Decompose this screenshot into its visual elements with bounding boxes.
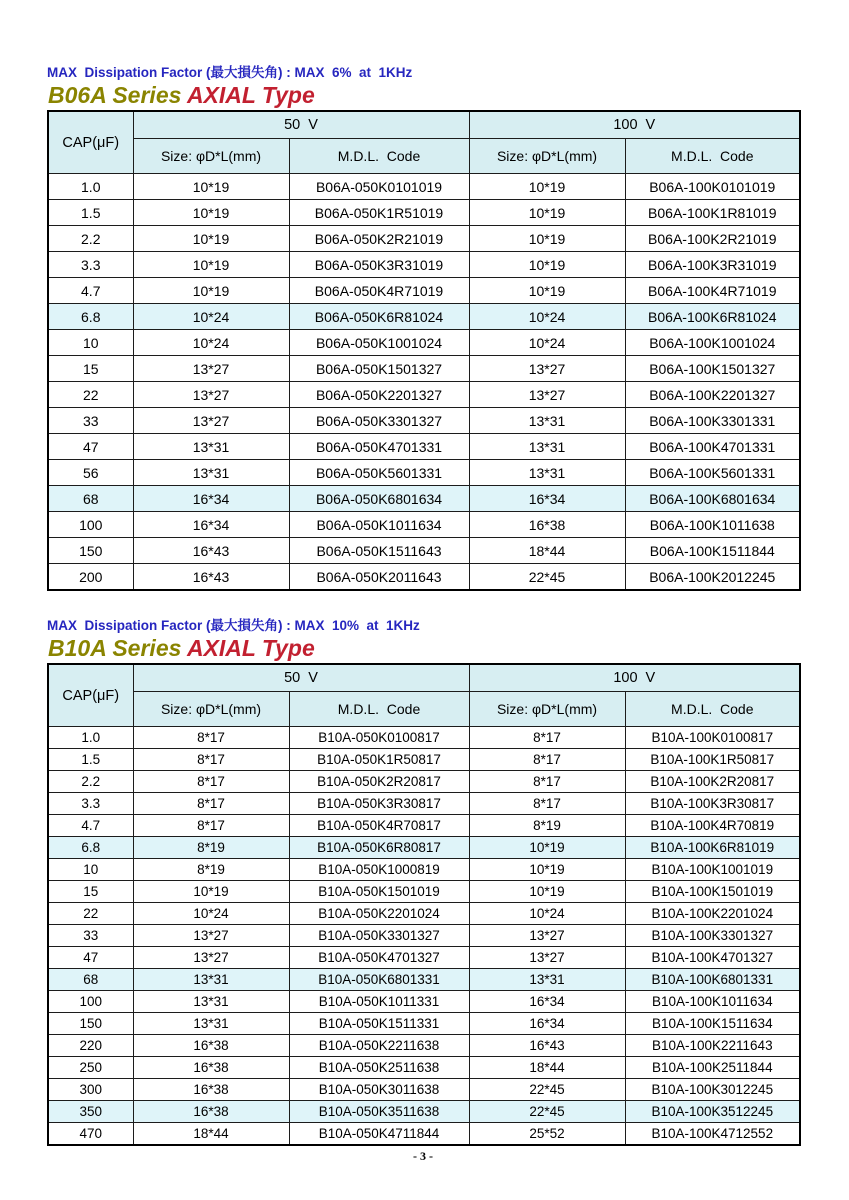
cap-cell: 150: [48, 1013, 133, 1035]
cap-cell: 47: [48, 947, 133, 969]
cap-cell: 3.3: [48, 252, 133, 278]
mdl-code-cell-100v: B10A-100K4701327: [625, 947, 800, 969]
mdl-code-cell-100v: B10A-100K3R30817: [625, 793, 800, 815]
size-cell-50v: 13*27: [133, 356, 289, 382]
size-cell-100v: 16*43: [469, 1035, 625, 1057]
cap-cell: 15: [48, 356, 133, 382]
size-cell-50v: 10*19: [133, 881, 289, 903]
size-cell-100v: 10*19: [469, 859, 625, 881]
size-cell-100v: 10*24: [469, 330, 625, 356]
voltage-header-row: [48, 664, 800, 692]
mdl-code-cell-100v: B06A-100K1001024: [625, 330, 800, 356]
size-cell-50v: 16*43: [133, 538, 289, 564]
mdl-code-cell-50v: B06A-050K3301327: [289, 408, 469, 434]
mdl-code-cell-50v: B06A-050K2R21019: [289, 226, 469, 252]
mdl-code-column-header-50v: M.D.L. Code: [289, 139, 469, 174]
b06a-table-header: [48, 111, 800, 174]
size-cell-50v: 8*17: [133, 727, 289, 749]
mdl-code-cell-50v: B06A-050K4R71019: [289, 278, 469, 304]
table-row: [48, 1013, 800, 1035]
mdl-code-cell-100v: B06A-100K1011638: [625, 512, 800, 538]
size-cell-100v: 10*19: [469, 174, 625, 200]
size-cell-100v: 16*34: [469, 1013, 625, 1035]
table-row: [48, 1057, 800, 1079]
cap-column-header: CAP(μF): [48, 111, 133, 174]
size-cell-50v: 13*27: [133, 947, 289, 969]
b10a-table-body: [48, 727, 800, 1146]
mdl-code-cell-50v: B06A-050K4701331: [289, 434, 469, 460]
size-cell-50v: 10*24: [133, 330, 289, 356]
mdl-code-cell-50v: B10A-050K6801331: [289, 969, 469, 991]
mdl-code-cell-100v: B06A-100K5601331: [625, 460, 800, 486]
table-row: [48, 749, 800, 771]
size-cell-50v: 8*19: [133, 837, 289, 859]
cap-cell: 47: [48, 434, 133, 460]
b06a-table-body: [48, 174, 800, 591]
table-row: [48, 991, 800, 1013]
table-row: [48, 460, 800, 486]
size-cell-100v: 8*17: [469, 727, 625, 749]
size-cell-100v: 13*27: [469, 356, 625, 382]
mdl-code-cell-50v: B10A-050K2211638: [289, 1035, 469, 1057]
size-cell-50v: 8*17: [133, 771, 289, 793]
cap-cell: 2.2: [48, 771, 133, 793]
size-cell-100v: 22*45: [469, 1101, 625, 1123]
size-column-header-50v: Size: φD*L(mm): [133, 139, 289, 174]
cap-cell: 100: [48, 991, 133, 1013]
size-cell-100v: 10*19: [469, 252, 625, 278]
table-row: [48, 815, 800, 837]
cap-cell: 22: [48, 382, 133, 408]
cap-cell: 15: [48, 881, 133, 903]
section-b06a: [47, 64, 802, 591]
cap-cell: 200: [48, 564, 133, 591]
mdl-code-cell-50v: B06A-050K5601331: [289, 460, 469, 486]
cap-cell: 33: [48, 925, 133, 947]
cap-cell: 4.7: [48, 815, 133, 837]
mdl-code-cell-100v: B10A-100K6R81019: [625, 837, 800, 859]
sub-header-row: [48, 139, 800, 174]
size-cell-100v: 13*27: [469, 925, 625, 947]
size-cell-50v: 8*17: [133, 749, 289, 771]
axial-type-label-b10a: AXIAL Type: [186, 635, 315, 661]
size-cell-50v: 16*38: [133, 1035, 289, 1057]
mdl-code-cell-100v: B10A-100K1001019: [625, 859, 800, 881]
cap-cell: 250: [48, 1057, 133, 1079]
size-cell-100v: 10*19: [469, 200, 625, 226]
size-cell-100v: 10*19: [469, 881, 625, 903]
voltage-50v-header: 50 V: [133, 111, 469, 139]
mdl-code-cell-100v: B06A-100K1511844: [625, 538, 800, 564]
mdl-code-cell-50v: B06A-050K2011643: [289, 564, 469, 591]
mdl-code-cell-100v: B06A-100K3R31019: [625, 252, 800, 278]
section-b10a: [47, 617, 802, 1146]
mdl-code-column-header-100v: M.D.L. Code: [625, 139, 800, 174]
size-cell-50v: 16*38: [133, 1101, 289, 1123]
mdl-code-cell-100v: B10A-100K4712552: [625, 1123, 800, 1146]
mdl-code-cell-100v: B06A-100K2201327: [625, 382, 800, 408]
mdl-code-cell-50v: B10A-050K4R70817: [289, 815, 469, 837]
cap-cell: 4.7: [48, 278, 133, 304]
mdl-code-cell-50v: B10A-050K1511331: [289, 1013, 469, 1035]
axial-type-label-b06a: AXIAL Type: [186, 82, 315, 108]
mdl-code-cell-50v: B06A-050K1011634: [289, 512, 469, 538]
mdl-code-cell-100v: B10A-100K2R20817: [625, 771, 800, 793]
table-row: [48, 434, 800, 460]
table-row-highlighted: [48, 837, 800, 859]
cap-cell: 10: [48, 859, 133, 881]
size-cell-50v: 10*19: [133, 200, 289, 226]
mdl-code-cell-100v: B10A-100K4R70819: [625, 815, 800, 837]
table-row: [48, 793, 800, 815]
size-cell-100v: 10*19: [469, 278, 625, 304]
size-cell-50v: 10*19: [133, 278, 289, 304]
mdl-code-cell-100v: B06A-100K2012245: [625, 564, 800, 591]
mdl-code-cell-50v: B10A-050K4701327: [289, 947, 469, 969]
mdl-code-cell-100v: B10A-100K1011634: [625, 991, 800, 1013]
mdl-code-cell-50v: B06A-050K6801634: [289, 486, 469, 512]
cap-cell: 1.0: [48, 727, 133, 749]
table-row-highlighted: [48, 486, 800, 512]
section-title-b06a: [48, 82, 802, 108]
table-row: [48, 727, 800, 749]
size-cell-50v: 10*24: [133, 903, 289, 925]
table-row: [48, 947, 800, 969]
size-cell-50v: 16*34: [133, 512, 289, 538]
cap-cell: 6.8: [48, 837, 133, 859]
cap-cell: 1.5: [48, 749, 133, 771]
cap-cell: 2.2: [48, 226, 133, 252]
mdl-code-cell-50v: B10A-050K6R80817: [289, 837, 469, 859]
size-column-header-100v: Size: φD*L(mm): [469, 692, 625, 727]
size-cell-100v: 22*45: [469, 564, 625, 591]
mdl-code-cell-100v: B10A-100K3301327: [625, 925, 800, 947]
table-row: [48, 1079, 800, 1101]
size-cell-100v: 8*19: [469, 815, 625, 837]
cap-cell: 150: [48, 538, 133, 564]
cap-cell: 470: [48, 1123, 133, 1146]
size-cell-50v: 10*19: [133, 226, 289, 252]
mdl-code-cell-50v: B06A-050K6R81024: [289, 304, 469, 330]
table-row-highlighted: [48, 969, 800, 991]
mdl-code-cell-100v: B10A-100K2211643: [625, 1035, 800, 1057]
table-row: [48, 512, 800, 538]
size-cell-100v: 13*31: [469, 460, 625, 486]
mdl-code-cell-50v: B06A-050K0101019: [289, 174, 469, 200]
b10a-spec-table: [47, 663, 801, 1146]
sub-header-row: [48, 692, 800, 727]
table-row: [48, 859, 800, 881]
size-cell-50v: 13*31: [133, 460, 289, 486]
mdl-code-cell-50v: B06A-050K3R31019: [289, 252, 469, 278]
table-row: [48, 881, 800, 903]
mdl-code-cell-100v: B10A-100K3512245: [625, 1101, 800, 1123]
series-name-b06a: B06A Series: [48, 82, 187, 108]
size-cell-100v: 13*31: [469, 969, 625, 991]
cap-cell: 56: [48, 460, 133, 486]
size-column-header-50v: Size: φD*L(mm): [133, 692, 289, 727]
size-cell-100v: 10*19: [469, 837, 625, 859]
mdl-code-cell-100v: B10A-100K1511634: [625, 1013, 800, 1035]
mdl-code-cell-100v: B06A-100K3301331: [625, 408, 800, 434]
cap-cell: 1.5: [48, 200, 133, 226]
size-cell-100v: 22*45: [469, 1079, 625, 1101]
size-cell-50v: 10*19: [133, 252, 289, 278]
mdl-code-cell-50v: B10A-050K2R20817: [289, 771, 469, 793]
mdl-code-cell-100v: B06A-100K2R21019: [625, 226, 800, 252]
b10a-table-header: [48, 664, 800, 727]
size-cell-50v: 13*31: [133, 1013, 289, 1035]
mdl-code-cell-50v: B10A-050K1000819: [289, 859, 469, 881]
size-cell-100v: 13*27: [469, 382, 625, 408]
table-row-highlighted: [48, 304, 800, 330]
cap-cell: 33: [48, 408, 133, 434]
size-cell-50v: 13*27: [133, 408, 289, 434]
table-row: [48, 1035, 800, 1057]
cap-cell: 6.8: [48, 304, 133, 330]
cap-cell: 3.3: [48, 793, 133, 815]
cap-cell: 1.0: [48, 174, 133, 200]
size-cell-50v: 13*31: [133, 434, 289, 460]
mdl-code-cell-100v: B10A-100K1R50817: [625, 749, 800, 771]
mdl-code-column-header-100v: M.D.L. Code: [625, 692, 800, 727]
mdl-code-cell-50v: B10A-050K3301327: [289, 925, 469, 947]
table-row: [48, 226, 800, 252]
size-cell-50v: 16*34: [133, 486, 289, 512]
cap-column-header: CAP(μF): [48, 664, 133, 727]
size-cell-100v: 10*24: [469, 304, 625, 330]
mdl-code-column-header-50v: M.D.L. Code: [289, 692, 469, 727]
size-cell-50v: 13*27: [133, 382, 289, 408]
size-cell-100v: 8*17: [469, 793, 625, 815]
table-row: [48, 903, 800, 925]
mdl-code-cell-100v: B06A-100K6R81024: [625, 304, 800, 330]
size-cell-50v: 13*31: [133, 991, 289, 1013]
table-row: [48, 771, 800, 793]
size-cell-100v: 8*17: [469, 749, 625, 771]
mdl-code-cell-50v: B10A-050K3R30817: [289, 793, 469, 815]
mdl-code-cell-100v: B06A-100K4701331: [625, 434, 800, 460]
cap-cell: 68: [48, 486, 133, 512]
mdl-code-cell-100v: B10A-100K2511844: [625, 1057, 800, 1079]
table-row: [48, 200, 800, 226]
mdl-code-cell-50v: B10A-050K2201024: [289, 903, 469, 925]
mdl-code-cell-50v: B10A-050K2511638: [289, 1057, 469, 1079]
page-number: - 3 -: [413, 1149, 433, 1163]
mdl-code-cell-100v: B10A-100K0100817: [625, 727, 800, 749]
size-cell-100v: 10*19: [469, 226, 625, 252]
mdl-code-cell-50v: B10A-050K1011331: [289, 991, 469, 1013]
size-cell-50v: 10*19: [133, 174, 289, 200]
dissipation-factor-line-b10a: MAX Dissipation Factor (最大損失角) : MAX 10% at 1KHz: [47, 618, 420, 633]
table-row: [48, 382, 800, 408]
size-cell-50v: 16*38: [133, 1079, 289, 1101]
size-cell-100v: 13*27: [469, 947, 625, 969]
table-row: [48, 330, 800, 356]
size-cell-50v: 8*17: [133, 815, 289, 837]
mdl-code-cell-50v: B10A-050K1R50817: [289, 749, 469, 771]
table-row: [48, 925, 800, 947]
table-row: [48, 252, 800, 278]
voltage-100v-header: 100 V: [469, 111, 800, 139]
mdl-code-cell-50v: B10A-050K3511638: [289, 1101, 469, 1123]
size-cell-100v: 18*44: [469, 1057, 625, 1079]
cap-cell: 68: [48, 969, 133, 991]
mdl-code-cell-100v: B10A-100K1501019: [625, 881, 800, 903]
size-cell-100v: 25*52: [469, 1123, 625, 1146]
size-cell-50v: 16*38: [133, 1057, 289, 1079]
size-cell-100v: 10*24: [469, 903, 625, 925]
size-cell-100v: 13*31: [469, 434, 625, 460]
series-name-b10a: B10A Series: [48, 635, 187, 661]
voltage-100v-header: 100 V: [469, 664, 800, 692]
cap-cell: 350: [48, 1101, 133, 1123]
mdl-code-cell-100v: B10A-100K2201024: [625, 903, 800, 925]
size-cell-100v: 18*44: [469, 538, 625, 564]
cap-cell: 100: [48, 512, 133, 538]
size-cell-50v: 13*31: [133, 969, 289, 991]
table-row: [48, 278, 800, 304]
size-cell-100v: 13*31: [469, 408, 625, 434]
voltage-50v-header: 50 V: [133, 664, 469, 692]
size-cell-50v: 13*27: [133, 925, 289, 947]
table-row: [48, 174, 800, 200]
mdl-code-cell-50v: B10A-050K1501019: [289, 881, 469, 903]
size-cell-100v: 8*17: [469, 771, 625, 793]
table-row: [48, 356, 800, 382]
table-row-highlighted: [48, 1101, 800, 1123]
table-row: [48, 564, 800, 591]
mdl-code-cell-50v: B06A-050K2201327: [289, 382, 469, 408]
mdl-code-cell-50v: B06A-050K1501327: [289, 356, 469, 382]
mdl-code-cell-50v: B10A-050K0100817: [289, 727, 469, 749]
cap-cell: 300: [48, 1079, 133, 1101]
size-cell-100v: 16*34: [469, 486, 625, 512]
mdl-code-cell-100v: B06A-100K1R81019: [625, 200, 800, 226]
size-column-header-100v: Size: φD*L(mm): [469, 139, 625, 174]
mdl-code-cell-100v: B10A-100K3012245: [625, 1079, 800, 1101]
cap-cell: 22: [48, 903, 133, 925]
table-row: [48, 408, 800, 434]
size-cell-50v: 10*24: [133, 304, 289, 330]
mdl-code-cell-50v: B10A-050K4711844: [289, 1123, 469, 1146]
mdl-code-cell-50v: B06A-050K1511643: [289, 538, 469, 564]
mdl-code-cell-100v: B06A-100K6801634: [625, 486, 800, 512]
mdl-code-cell-50v: B10A-050K3011638: [289, 1079, 469, 1101]
mdl-code-cell-100v: B10A-100K6801331: [625, 969, 800, 991]
mdl-code-cell-100v: B06A-100K1501327: [625, 356, 800, 382]
voltage-header-row: [48, 111, 800, 139]
table-row: [48, 1123, 800, 1146]
size-cell-100v: 16*38: [469, 512, 625, 538]
size-cell-100v: 16*34: [469, 991, 625, 1013]
size-cell-50v: 16*43: [133, 564, 289, 591]
cap-cell: 220: [48, 1035, 133, 1057]
section-title-b10a: [48, 635, 802, 661]
size-cell-50v: 8*17: [133, 793, 289, 815]
mdl-code-cell-50v: B06A-050K1001024: [289, 330, 469, 356]
mdl-code-cell-100v: B06A-100K4R71019: [625, 278, 800, 304]
size-cell-50v: 18*44: [133, 1123, 289, 1146]
table-row: [48, 538, 800, 564]
mdl-code-cell-100v: B06A-100K0101019: [625, 174, 800, 200]
cap-cell: 10: [48, 330, 133, 356]
mdl-code-cell-50v: B06A-050K1R51019: [289, 200, 469, 226]
dissipation-factor-line-b06a: MAX Dissipation Factor (最大損失角) : MAX 6% at 1KHz: [47, 65, 413, 80]
size-cell-50v: 8*19: [133, 859, 289, 881]
b06a-spec-table: [47, 110, 801, 591]
